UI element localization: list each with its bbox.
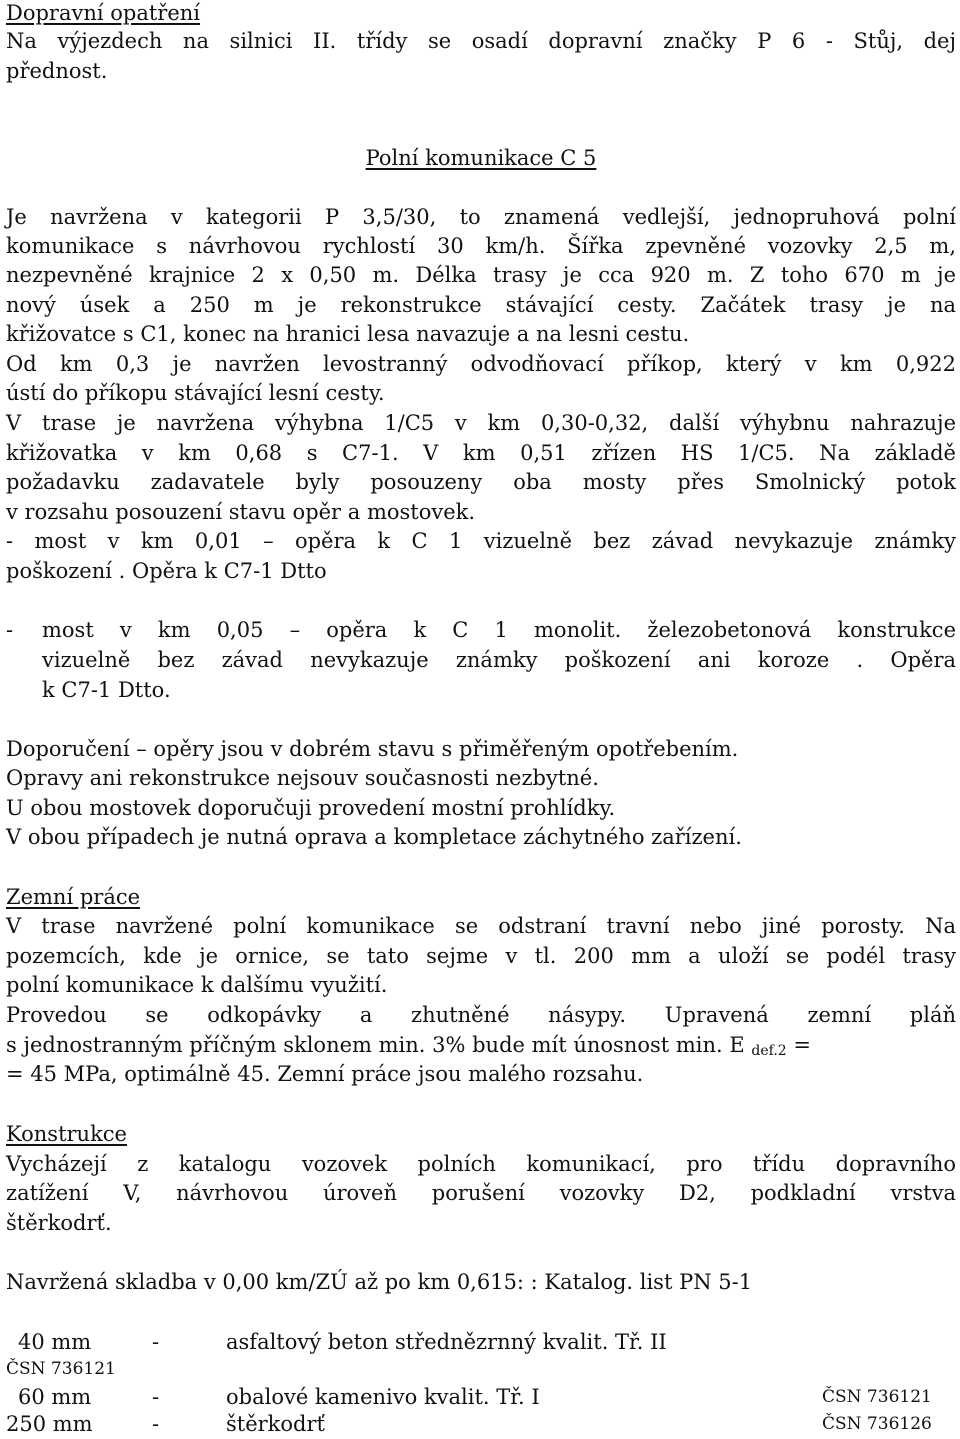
text-line: U obou mostovek doporučuji provedení mostní prohlídky. [6,796,616,820]
text-line: Vycházejí z katalogu vozovek polních komunikací, pro třídu dopravního [6,1152,956,1176]
text-line: požadavku zadavatele byly posouzeny oba mosty přes Smolnický potok [6,470,956,494]
text-line: komunikace s návrhovou rychlostí 30 km/h. Šířka zpevněné vozovky 2,5 m, [6,234,956,258]
text-line: V trase je navržena výhybna 1/C5 v km 0,30-0,32, další výhybnu nahrazuje [6,411,956,435]
heading-polni-komunikace: Polní komunikace C 5 [365,146,597,170]
text-line: zatížení V, návrhovou úroveň porušení vozovky D2, podkladní vrstva [6,1181,956,1205]
text-line: polní komunikace k dalšímu využití. [6,973,388,997]
text-line: - most v km 0,01 – opěra k C 1 vizuelně bez závad nevykazuje známky [6,529,956,553]
text-line: nezpevněné krajnice 2 x 0,50 m. Délka trasy je cca 920 m. Z toho 670 m je [6,263,956,287]
text-line: přednost. [6,59,108,83]
heading-dopravni-opatreni: Dopravní opatření [6,1,201,25]
text-line: pozemcích, kde je ornice, se tato sejme v tl. 200 mm a uloží se podél trasy [6,944,956,968]
text-line: křižovatka v km 0,68 s C7-1. V km 0,51 zřízen HS 1/C5. Na základě [6,441,956,465]
text-line: Provedou se odkopávky a zhutněné násypy. Upravená zemní pláň [6,1003,956,1027]
text-line: křižovatce s C1, konec na hranici lesa navazuje a na lesni cestu. [6,322,690,346]
text-line: = 45 MPa, optimálně 45. Zemní práce jsou malého rozsahu. [6,1062,644,1086]
text-line: ústí do příkopu stávající lesní cesty. [6,381,385,405]
heading-konstrukce: Konstrukce [6,1122,127,1146]
layer-row: 250 mm - štěrkodrť ČSN 736126 [6,1412,932,1436]
text-line-unosnost: s jednostranným příčným sklonem min. 3% bude mít únosnost min. E $_{def.2}$ = [6,1033,811,1059]
heading-zemni-prace: Zemní práce [6,885,141,909]
text-line: vizuelně bez závad nevykazuje známky poškození ani koroze . Opěra [42,648,956,672]
text-line: Doporučení – opěry jsou v dobrém stavu s přiměřeným opotřebením. [6,737,739,761]
text-line: V trase navržené polní komunikace se odstraní travní nebo jiné porosty. Na [6,914,956,938]
layer-row: 40 mm - asfaltový beton střednězrnný kvalit. Tř. II [18,1330,667,1354]
text-line: Na výjezdech na silnici II. třídy se osadí dopravní značky P 6 - Stůj, dej [6,29,956,53]
layer-norm-wrapped: ČSN 736121 [6,1359,116,1379]
text-line: poškození . Opěra k C7-1 Dtto [6,559,327,583]
text-line: v rozsahu posouzení stavu opěr a mostovek. [6,500,476,524]
text-line: nový úsek a 250 m je rekonstrukce stávající cesty. Začátek trasy je na [6,293,956,317]
text-line: Od km 0,3 je navržen levostranný odvodňovací příkop, který v km 0,922 [6,352,956,376]
subscript-def2: def.2 [751,1043,787,1059]
text-line: V obou případech je nutná oprava a kompletace záchytného zařízení. [6,825,742,849]
text-line: most v km 0,05 – opěra k C 1 monolit. železobetonová konstrukce [42,618,956,642]
text-line-skladba: Navržená skladba v 0,00 km/ZÚ až po km 0,615: : Katalog. list PN 5-1 [6,1270,753,1294]
bullet-dash: - [6,618,14,642]
text-line: štěrkodrť. [6,1211,112,1235]
layer-row: 60 mm - obalové kamenivo kvalit. Tř. I ČSN 736121 [18,1385,932,1409]
text-line: k C7-1 Dtto. [42,678,171,702]
text-line: Je navržena v kategorii P 3,5/30, to znamená vedlejší, jednopruhová polní [6,205,956,229]
text-line: Opravy ani rekonstrukce nejsouv současnosti nezbytné. [6,766,599,790]
